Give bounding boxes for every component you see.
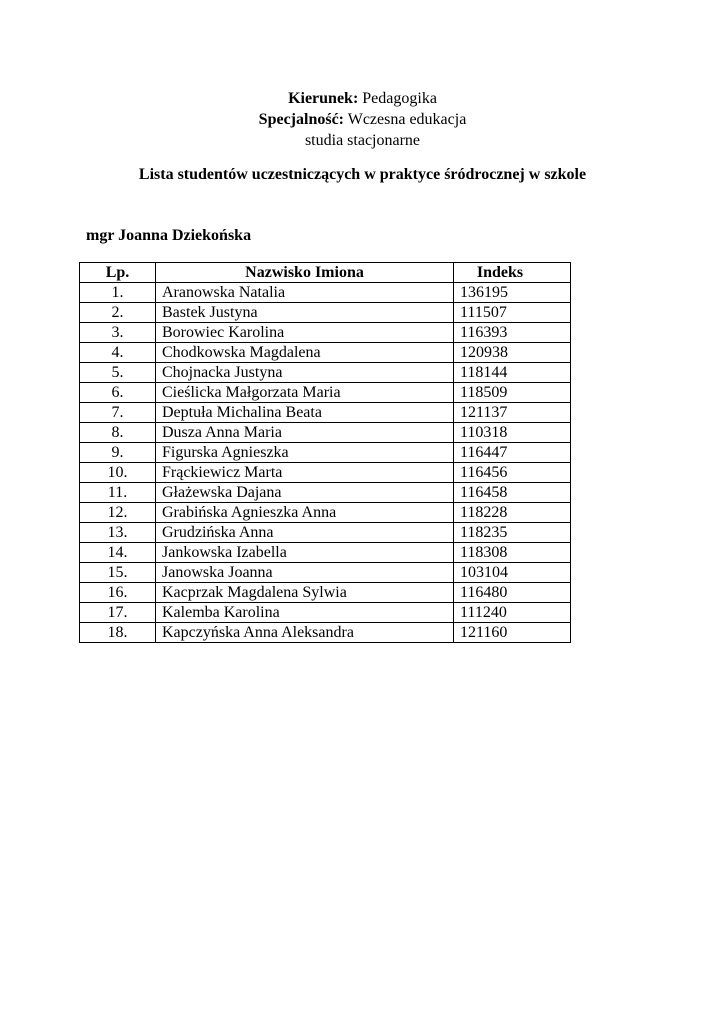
row-number: 12. [80, 503, 156, 523]
row-number: 17. [80, 603, 156, 623]
table-row [80, 623, 571, 643]
student-name: Jankowska Izabella [156, 543, 454, 563]
field-of-study-line [0, 88, 725, 109]
student-index: 103104 [454, 563, 571, 583]
student-index: 118228 [454, 503, 571, 523]
student-name: Grudzińska Anna [156, 523, 454, 543]
field-of-study-value: Pedagogika [362, 90, 437, 107]
specialty-label: Specjalność: [258, 111, 344, 128]
student-name: Cieślicka Małgorzata Maria [156, 383, 454, 403]
student-name: Bastek Justyna [156, 303, 454, 323]
table-row [80, 543, 571, 563]
header-lp: Lp. [80, 263, 156, 283]
student-index: 136195 [454, 283, 571, 303]
table-row [80, 563, 571, 583]
student-index: 118308 [454, 543, 571, 563]
supervisor-name: mgr Joanna Dziekońska [86, 227, 252, 244]
row-number: 11. [80, 483, 156, 503]
table-row [80, 423, 571, 443]
table-row [80, 403, 571, 423]
row-number: 2. [80, 303, 156, 323]
student-name: Grabińska Agnieszka Anna [156, 503, 454, 523]
student-index: 118144 [454, 363, 571, 383]
student-index: 116393 [454, 323, 571, 343]
table-row [80, 483, 571, 503]
specialty-line [0, 109, 725, 130]
student-name: Dusza Anna Maria [156, 423, 454, 443]
student-name: Janowska Joanna [156, 563, 454, 583]
row-number: 16. [80, 583, 156, 603]
header-index: Indeks [454, 263, 571, 283]
student-index: 121160 [454, 623, 571, 643]
student-index: 118235 [454, 523, 571, 543]
row-number: 14. [80, 543, 156, 563]
student-index: 111240 [454, 603, 571, 623]
list-title: Lista studentów uczestniczących w praktyce śródrocznej w szkole [138, 166, 587, 183]
table-row [80, 383, 571, 403]
table-header-row [80, 263, 571, 283]
student-name: Chojnacka Justyna [156, 363, 454, 383]
table-row [80, 603, 571, 623]
students-table [79, 262, 571, 643]
document-header [0, 88, 725, 151]
table-row [80, 503, 571, 523]
table-row [80, 583, 571, 603]
field-of-study-label: Kierunek: [288, 90, 359, 107]
student-index: 111507 [454, 303, 571, 323]
table-row [80, 323, 571, 343]
row-number: 3. [80, 323, 156, 343]
row-number: 8. [80, 423, 156, 443]
row-number: 7. [80, 403, 156, 423]
header-name: Nazwisko Imiona [156, 263, 454, 283]
table-row [80, 283, 571, 303]
student-index: 116456 [454, 463, 571, 483]
student-name: Borowiec Karolina [156, 323, 454, 343]
student-index: 120938 [454, 343, 571, 363]
student-name: Aranowska Natalia [156, 283, 454, 303]
student-index: 110318 [454, 423, 571, 443]
table-row [80, 523, 571, 543]
student-index: 116480 [454, 583, 571, 603]
student-index: 116458 [454, 483, 571, 503]
row-number: 1. [80, 283, 156, 303]
student-name: Głażewska Dajana [156, 483, 454, 503]
study-mode: studia stacjonarne [304, 132, 421, 149]
row-number: 13. [80, 523, 156, 543]
student-index: 116447 [454, 443, 571, 463]
row-number: 9. [80, 443, 156, 463]
row-number: 15. [80, 563, 156, 583]
student-name: Kalemba Karolina [156, 603, 454, 623]
student-name: Frąckiewicz Marta [156, 463, 454, 483]
row-number: 5. [80, 363, 156, 383]
student-name: Deptuła Michalina Beata [156, 403, 454, 423]
table-row [80, 303, 571, 323]
student-name: Kapczyńska Anna Aleksandra [156, 623, 454, 643]
table-body [80, 283, 571, 643]
row-number: 6. [80, 383, 156, 403]
row-number: 4. [80, 343, 156, 363]
table-row [80, 443, 571, 463]
specialty-value: Wczesna edukacja [347, 111, 467, 128]
row-number: 10. [80, 463, 156, 483]
table-row [80, 363, 571, 383]
table-row [80, 463, 571, 483]
student-name: Figurska Agnieszka [156, 443, 454, 463]
row-number: 18. [80, 623, 156, 643]
student-name: Kacprzak Magdalena Sylwia [156, 583, 454, 603]
student-name: Chodkowska Magdalena [156, 343, 454, 363]
table-row [80, 343, 571, 363]
student-index: 121137 [454, 403, 571, 423]
student-index: 118509 [454, 383, 571, 403]
